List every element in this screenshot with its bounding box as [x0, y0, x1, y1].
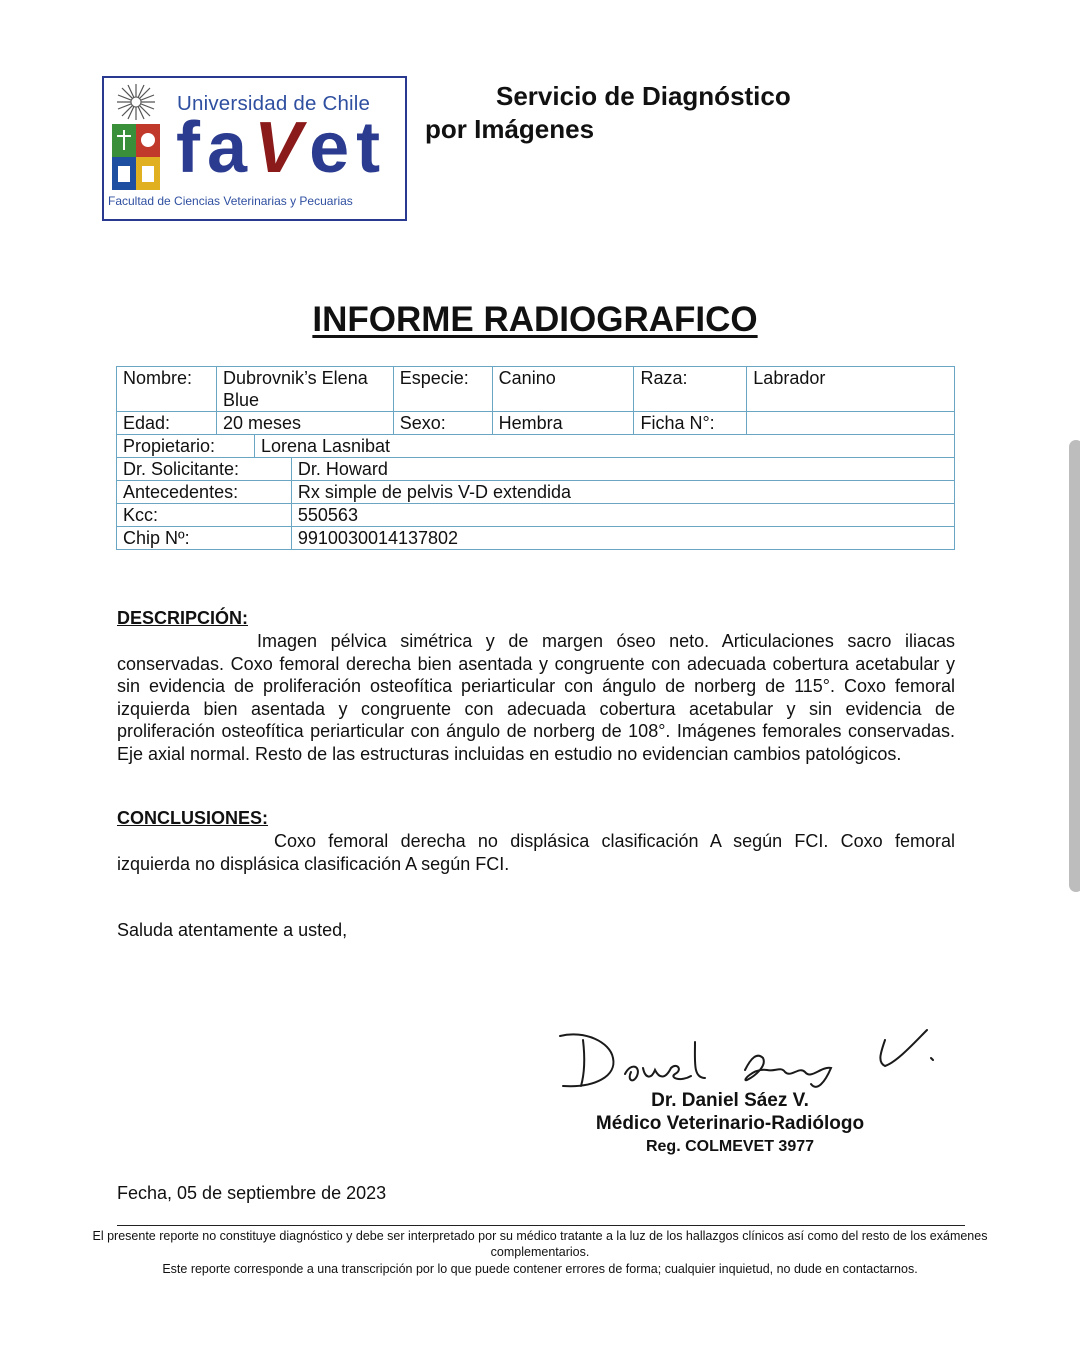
conclusiones-text: Coxo femoral derecha no displásica clasificación A según FCI. Coxo femoral izquierda no displásica clasificación A según FCI.: [117, 831, 955, 874]
propietario-label: Propietario:: [117, 435, 255, 458]
service-title: [425, 80, 791, 146]
antecedentes-label: Antecedentes:: [117, 481, 292, 504]
scrollbar[interactable]: [1069, 440, 1080, 892]
edad-label: Edad:: [117, 412, 217, 435]
edad-value: 20 meses: [216, 412, 393, 435]
university-name: Universidad de Chile: [177, 92, 371, 115]
table-row: [117, 504, 955, 527]
table-row: [117, 435, 955, 458]
especie-label: Especie:: [393, 367, 492, 412]
antecedentes-value: Rx simple de pelvis V-D extendida: [291, 481, 954, 504]
propietario-value: Lorena Lasnibat: [254, 435, 954, 458]
footer-disclaimer: El presente reporte no constituye diagnóstico y debe ser interpretado por su médico tratante a la luz de los hallazgos clínicos así como del resto de los exámenes complementarios.: [92, 1229, 988, 1259]
kcc-label: Kcc:: [117, 504, 292, 527]
table-row: [117, 458, 955, 481]
descripcion-heading: DESCRIPCIÓN:: [117, 608, 249, 628]
report-date: Fecha, 05 de septiembre de 2023: [117, 1183, 387, 1203]
chip-label: Chip Nº:: [117, 527, 292, 550]
service-title-line2: por Imágenes: [425, 114, 595, 144]
descripcion-text: Imagen pélvica simétrica y de margen óseo neto. Articulaciones sacro iliacas conservadas. Coxo femoral derecha bien asentada y congruente con adecuada cobertura acetabular y sin evidencia de proliferación osteofítica periarticular con ángulo de norberg de 115°. Coxo femoral izquierda bien asentada y congruente con adecuada cobertura acetabular y sin evidencia de proliferación osteofítica periarticular con ángulo de norberg de 108°. Imágenes femorales conservadas. Eje axial normal. Resto de las estructuras incluidas en estudio no evidencian cambios patológicos.: [117, 631, 955, 764]
sexo-value: Hembra: [492, 412, 634, 435]
signature-name: Dr. Daniel Sáez V.: [651, 1090, 809, 1111]
ficha-value: [747, 412, 955, 435]
solicitante-value: Dr. Howard: [291, 458, 954, 481]
nombre-label: Nombre:: [117, 367, 217, 412]
raza-label: Raza:: [634, 367, 747, 412]
favet-logo: [102, 76, 407, 221]
signature-role: Médico Veterinario-Radiólogo: [595, 1113, 865, 1134]
report-title: INFORME RADIOGRAFICO: [312, 300, 758, 339]
table-row: [117, 412, 955, 435]
kcc-value: 550563: [291, 504, 954, 527]
footer-divider: [117, 1225, 965, 1226]
star-emblem-icon: [114, 82, 158, 122]
sexo-label: Sexo:: [393, 412, 492, 435]
patient-info-table: [116, 366, 955, 550]
favet-wordmark: faVet: [176, 108, 388, 188]
conclusiones-heading: CONCLUSIONES:: [117, 808, 269, 828]
shield-icon: [112, 124, 160, 190]
raza-value: Labrador: [747, 367, 955, 412]
solicitante-label: Dr. Solicitante:: [117, 458, 292, 481]
greeting: Saluda atentamente a usted,: [117, 920, 348, 940]
ficha-label: Ficha N°:: [634, 412, 747, 435]
especie-value: Canino: [492, 367, 634, 412]
table-row: [117, 481, 955, 504]
table-row: [117, 527, 955, 550]
footer-transcription-note: Este reporte corresponde a una transcripción por lo que puede contener errores de forma; cualquier inquietud, no dude en contactarnos.: [162, 1262, 918, 1276]
faculty-name: Facultad de Ciencias Veterinarias y Pecuarias: [108, 194, 353, 208]
service-title-line1: Servicio de Diagnóstico: [496, 81, 791, 111]
chip-value: 9910030014137802: [291, 527, 954, 550]
table-row: [117, 367, 955, 412]
signature-registration: Reg. COLMEVET 3977: [645, 1138, 815, 1155]
nombre-value: Dubrovnik’s Elena Blue: [216, 367, 393, 412]
